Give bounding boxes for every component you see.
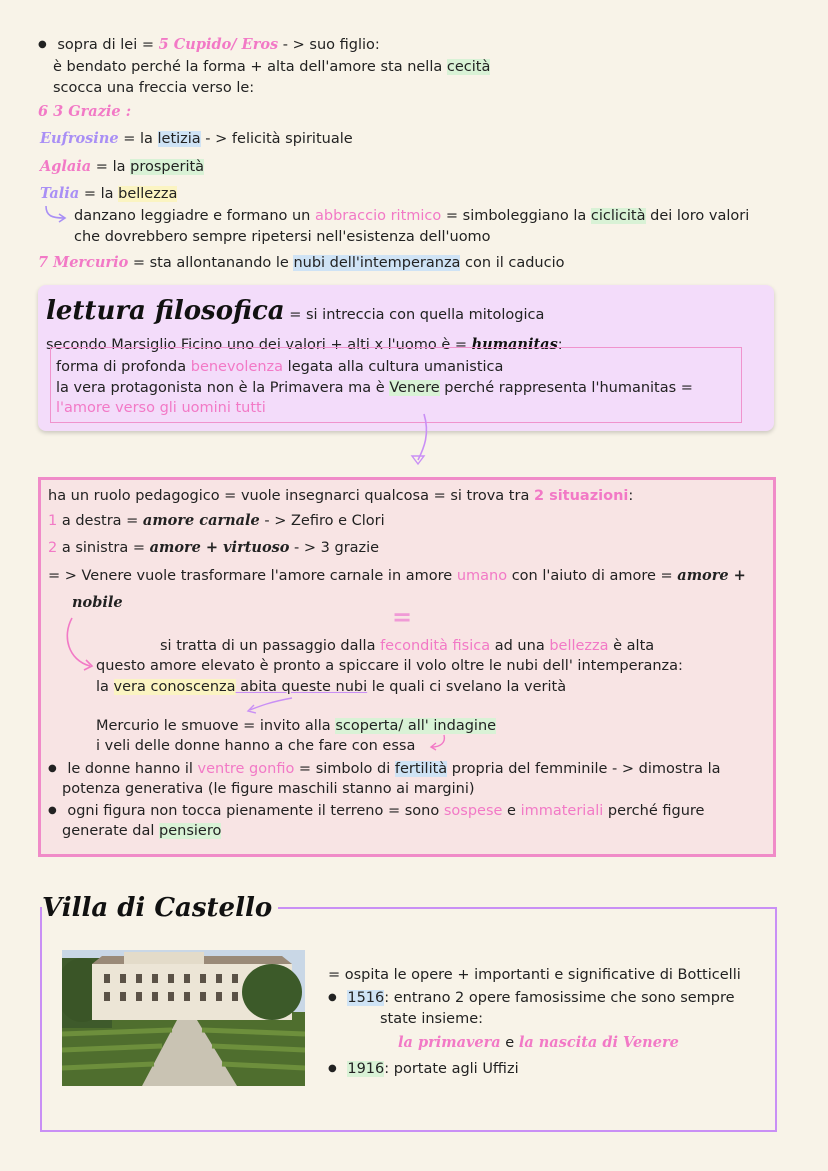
danzano-pre: danzano leggiadre e formano un bbox=[74, 208, 315, 224]
protagonista-pre: la vera protagonista non è la Primavera ma è bbox=[56, 380, 390, 396]
figura-line-2 bbox=[62, 823, 221, 839]
passaggio-pre: si tratta di un passaggio dalla bbox=[160, 638, 381, 654]
conoscenza-post: le quali ci svelano la verità bbox=[367, 679, 567, 695]
ventre-line bbox=[48, 761, 721, 777]
figura-post: perché figure bbox=[603, 803, 705, 819]
villa-opere-line bbox=[398, 1034, 679, 1051]
figura-pre: ogni figura non tocca pienamente il terreno = sono bbox=[67, 803, 444, 819]
freccia-line: scocca una freccia verso le: bbox=[53, 80, 255, 96]
destra-line bbox=[48, 512, 385, 529]
danzano-line bbox=[74, 208, 749, 224]
num-2: 2 bbox=[48, 540, 58, 556]
ventre-gonfio: ventre gonfio bbox=[197, 761, 295, 777]
venere-trasforma-pre: = > Venere vuole trasformare l'amore carnale in amore bbox=[48, 568, 457, 584]
danzano-mid: = simboleggiano la bbox=[441, 208, 591, 224]
benevolenza-word: benevolenza bbox=[190, 359, 284, 375]
sinistra-post: - > 3 grazie bbox=[289, 540, 380, 556]
ciclicita-highlight: ciclicità bbox=[590, 208, 646, 224]
villa-1916-line bbox=[328, 1061, 519, 1077]
ventre-mid: = simbolo di bbox=[294, 761, 395, 777]
villa-photo bbox=[62, 950, 305, 1086]
passaggio-mid: ad una bbox=[490, 638, 550, 654]
humanitas-word: humanitas bbox=[471, 336, 558, 353]
villa-1516-line bbox=[328, 990, 735, 1006]
amore-plus: amore + bbox=[677, 567, 746, 584]
danzano-line-2: che dovrebbero sempre ripetersi nell'esistenza dell'uomo bbox=[74, 229, 491, 245]
venere-highlight: Venere bbox=[389, 380, 440, 396]
passaggio-line bbox=[160, 638, 654, 654]
talia-name: Talia bbox=[40, 185, 80, 202]
villa-title: Villa di Castello bbox=[42, 893, 278, 923]
ficino-pre: secondo Marsiglio Ficino uno dei valori + alti x l'uomo è = bbox=[46, 337, 472, 353]
ventre-line-2: potenza generativa (le figure maschili stanno ai margini) bbox=[62, 781, 475, 797]
amore-virtuoso: amore + virtuoso bbox=[149, 539, 290, 556]
lettura-title-post: = si intreccia con quella mitologica bbox=[284, 307, 545, 323]
aglaia-name: Aglaia bbox=[40, 158, 92, 175]
la-primavera: la primavera bbox=[398, 1034, 501, 1051]
villa-image-icon bbox=[62, 950, 305, 1086]
scoperta-highlight: scoperta/ all' indagine bbox=[335, 718, 497, 734]
benevolenza-post: legata alla cultura umanistica bbox=[283, 359, 504, 375]
lettura-filosofica-title: lettura filosofica bbox=[46, 296, 285, 326]
eufrosine-pre: = la bbox=[118, 131, 158, 147]
pedagogico-line bbox=[48, 488, 633, 504]
sospese-word: sospese bbox=[443, 803, 503, 819]
lettura-title-line bbox=[46, 296, 544, 326]
conoscenza-line bbox=[96, 679, 566, 695]
amore-elevato-line: questo amore elevato è pronto a spiccare il volo oltre le nubi dell' intemperanza: bbox=[96, 658, 683, 674]
abbraccio-ritmico: abbraccio ritmico bbox=[314, 208, 442, 224]
danzano-post: dei loro valori bbox=[645, 208, 750, 224]
figura-l2-pre: generate dal bbox=[62, 823, 160, 839]
pensiero-highlight: pensiero bbox=[159, 823, 222, 839]
prosperita-highlight: prosperità bbox=[130, 159, 205, 175]
works-and: e bbox=[500, 1035, 519, 1051]
ficino-post: : bbox=[557, 337, 563, 353]
due-situazioni: 2 situazioni bbox=[533, 488, 629, 504]
letizia-highlight: letizia bbox=[157, 131, 201, 147]
nubi-highlight: nubi dell'intemperanza bbox=[293, 255, 461, 271]
venere-trasforma-line bbox=[48, 567, 746, 584]
destra-pre: a destra = bbox=[57, 513, 143, 529]
veli-arrow-icon bbox=[428, 733, 452, 753]
veli-line: i veli delle donne hanno a che fare con essa bbox=[96, 738, 416, 754]
curved-arrow-icon bbox=[40, 204, 70, 224]
pedagogico-post: : bbox=[628, 488, 634, 504]
figura-line bbox=[48, 803, 704, 819]
curved-arrow-nobile-icon bbox=[60, 616, 100, 672]
villa-1516-text: : entrano 2 opere famosissime che sono sempre bbox=[384, 990, 735, 1006]
conoscenza-pre: la bbox=[96, 679, 114, 695]
equals-sign: = bbox=[392, 603, 413, 631]
sinistra-line bbox=[48, 539, 379, 556]
mercurio-name: 7 Mercurio bbox=[38, 254, 129, 271]
connector-arrow-icon bbox=[400, 412, 440, 468]
nubi-arrow-icon bbox=[230, 696, 300, 716]
nobile-word: nobile bbox=[72, 594, 123, 611]
villa-ospita-line: = ospita le opere + importanti e significative di Botticelli bbox=[328, 967, 741, 983]
ventre-pre: le donne hanno il bbox=[67, 761, 198, 777]
protagonista-line bbox=[56, 380, 693, 396]
cupido-post: - > suo figlio: bbox=[278, 37, 380, 53]
talia-pre: = la bbox=[79, 186, 119, 202]
venere-trasforma-mid: con l'aiuto di amore = bbox=[507, 568, 678, 584]
cupido-pre: sopra di lei = bbox=[57, 37, 159, 53]
la-nascita-di-venere: la nascita di Venere bbox=[518, 1034, 679, 1051]
year-1516: 1516 bbox=[347, 990, 385, 1006]
pedagogico-pre: ha un ruolo pedagogico = vuole insegnarci qualcosa = si trova tra bbox=[48, 488, 534, 504]
villa-insieme-line: state insieme: bbox=[380, 1011, 483, 1027]
grazie-title: 6 3 Grazie : bbox=[38, 103, 132, 120]
destra-post: - > Zefiro e Clori bbox=[259, 513, 385, 529]
villa-1916-text: : portate agli Uffizi bbox=[384, 1061, 519, 1077]
immateriali-word: immateriali bbox=[520, 803, 604, 819]
year-1916: 1916 bbox=[347, 1061, 385, 1077]
talia-line bbox=[40, 185, 177, 202]
benevolenza-line bbox=[56, 359, 503, 375]
mercurio-smuove-pre: Mercurio le smuove = invito alla bbox=[96, 718, 336, 734]
benevolenza-pre: forma di profonda bbox=[56, 359, 191, 375]
sinistra-pre: a sinistra = bbox=[57, 540, 150, 556]
queste-nubi: abita queste nubi bbox=[235, 679, 368, 695]
aglaia-pre: = la bbox=[91, 159, 131, 175]
fertilita-highlight: fertilità bbox=[394, 761, 448, 777]
mercurio-line bbox=[38, 254, 564, 271]
mercurio-pre: = sta allontanando le bbox=[128, 255, 294, 271]
bendato-text: è bendato perché la forma + alta dell'amore sta nella bbox=[53, 59, 447, 75]
eufrosine-line bbox=[40, 130, 353, 147]
vera-conoscenza: vera conoscenza bbox=[113, 679, 236, 695]
eufrosine-post: - > felicità spirituale bbox=[200, 131, 353, 147]
aglaia-line bbox=[40, 158, 204, 175]
fecondita-fisica: fecondità fisica bbox=[380, 638, 491, 654]
num-1: 1 bbox=[48, 513, 58, 529]
mercurio-smuove-line bbox=[96, 718, 496, 734]
amore-carnale: amore carnale bbox=[142, 512, 260, 529]
protagonista-post: perché rappresenta l'humanitas = bbox=[439, 380, 693, 396]
figura-mid: e bbox=[502, 803, 521, 819]
mercurio-post: con il caducio bbox=[460, 255, 565, 271]
cecita-highlight: cecità bbox=[446, 59, 491, 75]
cupido-line bbox=[38, 36, 380, 53]
bellezza-highlight: bellezza bbox=[118, 186, 178, 202]
eufrosine-name: Eufrosine bbox=[40, 130, 119, 147]
passaggio-post: è alta bbox=[608, 638, 655, 654]
cupido-name: 5 Cupido/ Eros bbox=[158, 36, 279, 53]
umano-word: umano bbox=[456, 568, 508, 584]
bellezza-word: bellezza bbox=[549, 638, 609, 654]
amore-uomini-line: l'amore verso gli uomini tutti bbox=[56, 400, 266, 416]
bendato-line bbox=[53, 59, 490, 75]
ventre-post: propria del femminile - > dimostra la bbox=[447, 761, 721, 777]
